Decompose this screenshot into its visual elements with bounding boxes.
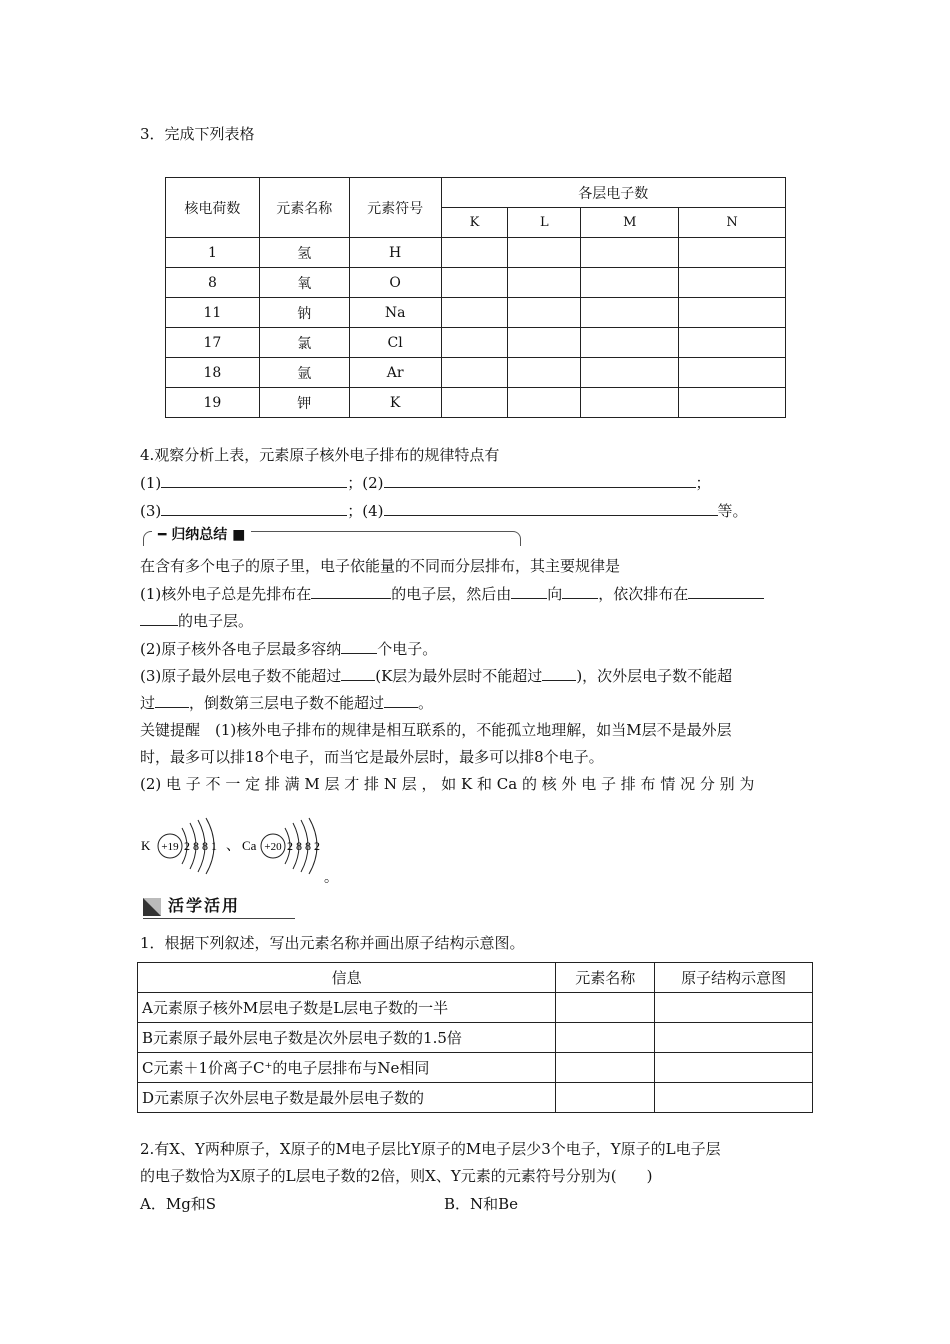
rule-1-text: (1)核外电子总是先排布在 [140, 585, 312, 603]
rule-1-line-1 [140, 584, 764, 604]
q4-line-2 [140, 501, 748, 521]
ca-electrons: 8 [296, 839, 302, 853]
info-cell: A元素原子核外M层电子数是L层电子数的一半 [138, 993, 556, 1023]
answer-blank[interactable] [161, 473, 347, 488]
answer-cell[interactable] [556, 1083, 655, 1113]
answer-blank[interactable] [384, 473, 696, 488]
cell-n[interactable] [679, 328, 786, 358]
ca-electrons: 2 [314, 839, 320, 853]
rule-3-text: 过 [140, 694, 156, 712]
cell-k[interactable] [441, 298, 508, 328]
table-row [138, 1053, 813, 1083]
q4-label-1: (1) [140, 474, 162, 492]
cell-n[interactable] [679, 238, 786, 268]
table-row [138, 993, 813, 1023]
cell-symbol: Na [349, 298, 441, 328]
summary-tag-marker-right: ■ [227, 527, 246, 543]
cell-charge: 17 [166, 328, 260, 358]
answer-blank[interactable] [155, 693, 189, 708]
cell-k[interactable] [441, 238, 508, 268]
rule-3-text: ，倒数第三层电子数不能超过 [189, 694, 385, 712]
k-nucleus: +19 [161, 841, 179, 853]
cell-m[interactable] [581, 358, 679, 388]
answer-blank[interactable] [341, 639, 377, 654]
k-electrons: 8 [202, 839, 208, 853]
header-nuclear-charge: 核电荷数 [166, 178, 260, 238]
cell-l[interactable] [508, 328, 581, 358]
ca-nucleus: +20 [264, 841, 282, 853]
header-element-symbol: 元素符号 [349, 178, 441, 238]
cell-k[interactable] [441, 328, 508, 358]
header-structure-diagram: 原子结构示意图 [655, 963, 813, 993]
practice-question-2-line-1: 2.有X、Y两种原子，X原子的M电子层比Y原子的M电子层少3个电子，Y原子的L电子层 [140, 1140, 721, 1158]
cell-name: 氯 [259, 328, 349, 358]
answer-blank[interactable] [384, 501, 718, 516]
rule-3-line-2 [140, 693, 433, 713]
table-row [166, 238, 786, 268]
cell-symbol: K [349, 388, 441, 418]
k-electrons: 1 [211, 839, 217, 853]
header-m: M [581, 208, 679, 238]
cell-n[interactable] [679, 268, 786, 298]
cell-name: 钾 [259, 388, 349, 418]
option-a[interactable]: A．Mg和S [140, 1195, 217, 1213]
q4-line-1 [140, 473, 711, 493]
cell-name: 氢 [259, 238, 349, 268]
cell-l[interactable] [508, 388, 581, 418]
rule-3-text: (K层为最外层时不能超过 [375, 667, 543, 685]
cell-l[interactable] [508, 358, 581, 388]
cell-m[interactable] [581, 238, 679, 268]
cell-l[interactable] [508, 238, 581, 268]
cell-charge: 18 [166, 358, 260, 388]
q4-label-4: ；(4) [347, 502, 384, 520]
info-cell: D元素原子次外层电子数是最外层电子数的 [138, 1083, 556, 1113]
cell-charge: 11 [166, 298, 260, 328]
table-row [166, 328, 786, 358]
option-b[interactable]: B．N和Be [444, 1195, 519, 1213]
summary-tag-label: 归纳总结 [171, 527, 228, 543]
rule-2 [140, 639, 437, 659]
diagram-period: 。 [324, 870, 338, 885]
practice-question-1: 1．根据下列叙述，写出元素名称并画出原子结构示意图。 [140, 934, 525, 952]
cell-k[interactable] [441, 388, 508, 418]
atomic-structure-diagrams [138, 810, 338, 885]
table-row [138, 1023, 813, 1053]
ca-atom-diagram [242, 818, 320, 874]
diagram-separator: 、 [226, 838, 240, 854]
answer-blank[interactable] [511, 584, 547, 599]
practice-question-2-line-2: 的电子数恰为X原子的L层电子数的2倍，则X、Y元素的元素符号分别为( ) [140, 1167, 653, 1185]
practice-header-label: 活学活用 [168, 896, 241, 915]
cell-name: 钠 [259, 298, 349, 328]
question-4-title: 4.观察分析上表，元素原子核外电子排布的规律特点有 [140, 446, 500, 464]
answer-blank[interactable] [140, 611, 178, 626]
electron-shell-table [165, 177, 786, 418]
k-electrons: 8 [193, 839, 199, 853]
cell-m[interactable] [581, 328, 679, 358]
cell-l[interactable] [508, 268, 581, 298]
q4-end: 等。 [717, 502, 748, 520]
answer-blank[interactable] [542, 666, 576, 681]
ca-electrons: 8 [305, 839, 311, 853]
cell-m[interactable] [581, 268, 679, 298]
cell-n[interactable] [679, 358, 786, 388]
rule-1-text: 向 [547, 585, 563, 603]
header-l: L [508, 208, 581, 238]
element-info-table [137, 962, 813, 1113]
header-element-name: 元素名称 [259, 178, 349, 238]
q4-label-2: ；(2) [347, 474, 384, 492]
table-row [166, 358, 786, 388]
cell-symbol: Ar [349, 358, 441, 388]
rule-2-text: (2)原子核外各电子层最多容纳 [140, 640, 342, 658]
cell-name: 氩 [259, 358, 349, 388]
cell-k[interactable] [441, 358, 508, 388]
table-row [166, 388, 786, 418]
header-shells: 各层电子数 [441, 178, 785, 208]
answer-cell[interactable] [556, 1053, 655, 1083]
ca-electrons: 2 [287, 839, 293, 853]
answer-blank[interactable] [562, 584, 598, 599]
table-row [138, 1083, 813, 1113]
info-cell: B元素原子最外层电子数是次外层电子数的1.5倍 [138, 1023, 556, 1053]
summary-intro: 在含有多个电子的原子里，电子依能量的不同而分层排布，其主要规律是 [140, 557, 621, 575]
header-n: N [679, 208, 786, 238]
answer-blank[interactable] [161, 501, 347, 516]
table-row [166, 298, 786, 328]
answer-cell[interactable] [556, 993, 655, 1023]
rule-2-text: 个电子。 [377, 640, 438, 658]
answer-blank[interactable] [688, 584, 764, 599]
key-reminder-3: (2) 电 子 不 一 定 排 满 M 层 才 排 N 层 ， 如 K 和 Ca 的 核 外 电 子 排 布 情 况 分 别 为 [140, 775, 755, 793]
k-atom-diagram [141, 818, 217, 874]
rule-1-text: 的电子层。 [178, 612, 254, 630]
answer-blank[interactable] [341, 666, 375, 681]
cell-l[interactable] [508, 298, 581, 328]
info-cell: C元素＋1价离子C⁺的电子层排布与Ne相同 [138, 1053, 556, 1083]
cell-symbol: O [349, 268, 441, 298]
cell-n[interactable] [679, 388, 786, 418]
cell-n[interactable] [679, 298, 786, 328]
table-row [166, 268, 786, 298]
cell-symbol: Cl [349, 328, 441, 358]
header-element-name: 元素名称 [556, 963, 655, 993]
answer-blank[interactable] [384, 693, 418, 708]
rule-1-text: ，依次排布在 [598, 585, 689, 603]
rule-1-text: 的电子层，然后由 [391, 585, 512, 603]
key-reminder-2: 时，最多可以排18个电子，而当它是最外层时，最多可以排8个电子。 [140, 748, 604, 766]
header-k: K [441, 208, 508, 238]
cell-charge: 19 [166, 388, 260, 418]
answer-cell[interactable] [655, 1053, 813, 1083]
summary-tag [152, 524, 251, 545]
practice-header [143, 896, 295, 919]
header-info: 信息 [138, 963, 556, 993]
rule-3-text: (3)原子最外层电子数不能超过 [140, 667, 342, 685]
question-3-title: 3．完成下列表格 [140, 125, 255, 143]
answer-cell[interactable] [655, 993, 813, 1023]
cell-m[interactable] [581, 388, 679, 418]
cell-symbol: H [349, 238, 441, 268]
key-reminder-1: 关键提醒 (1)核外电子排布的规律是相互联系的，不能孤立地理解，如当M层不是最外层 [140, 721, 732, 739]
cell-charge: 8 [166, 268, 260, 298]
ca-symbol: Ca [242, 838, 257, 853]
answer-cell[interactable] [655, 1083, 813, 1113]
rule-1-line-2 [140, 611, 253, 631]
answer-blank[interactable] [311, 584, 391, 599]
k-symbol: K [141, 838, 151, 853]
corner-triangle-icon [143, 898, 161, 916]
summary-tag-marker-left: ━ [158, 527, 172, 543]
answer-cell[interactable] [556, 1023, 655, 1053]
cell-k[interactable] [441, 268, 508, 298]
rule-3-text: )，次外层电子数不能超 [576, 667, 733, 685]
rule-3-line-1 [140, 666, 732, 686]
k-electrons: 2 [184, 839, 190, 853]
answer-cell[interactable] [655, 1023, 813, 1053]
q4-semicolon: ； [695, 474, 711, 492]
rule-3-text: 。 [418, 694, 434, 712]
cell-name: 氧 [259, 268, 349, 298]
cell-charge: 1 [166, 238, 260, 268]
cell-m[interactable] [581, 298, 679, 328]
q4-label-3: (3) [140, 502, 162, 520]
